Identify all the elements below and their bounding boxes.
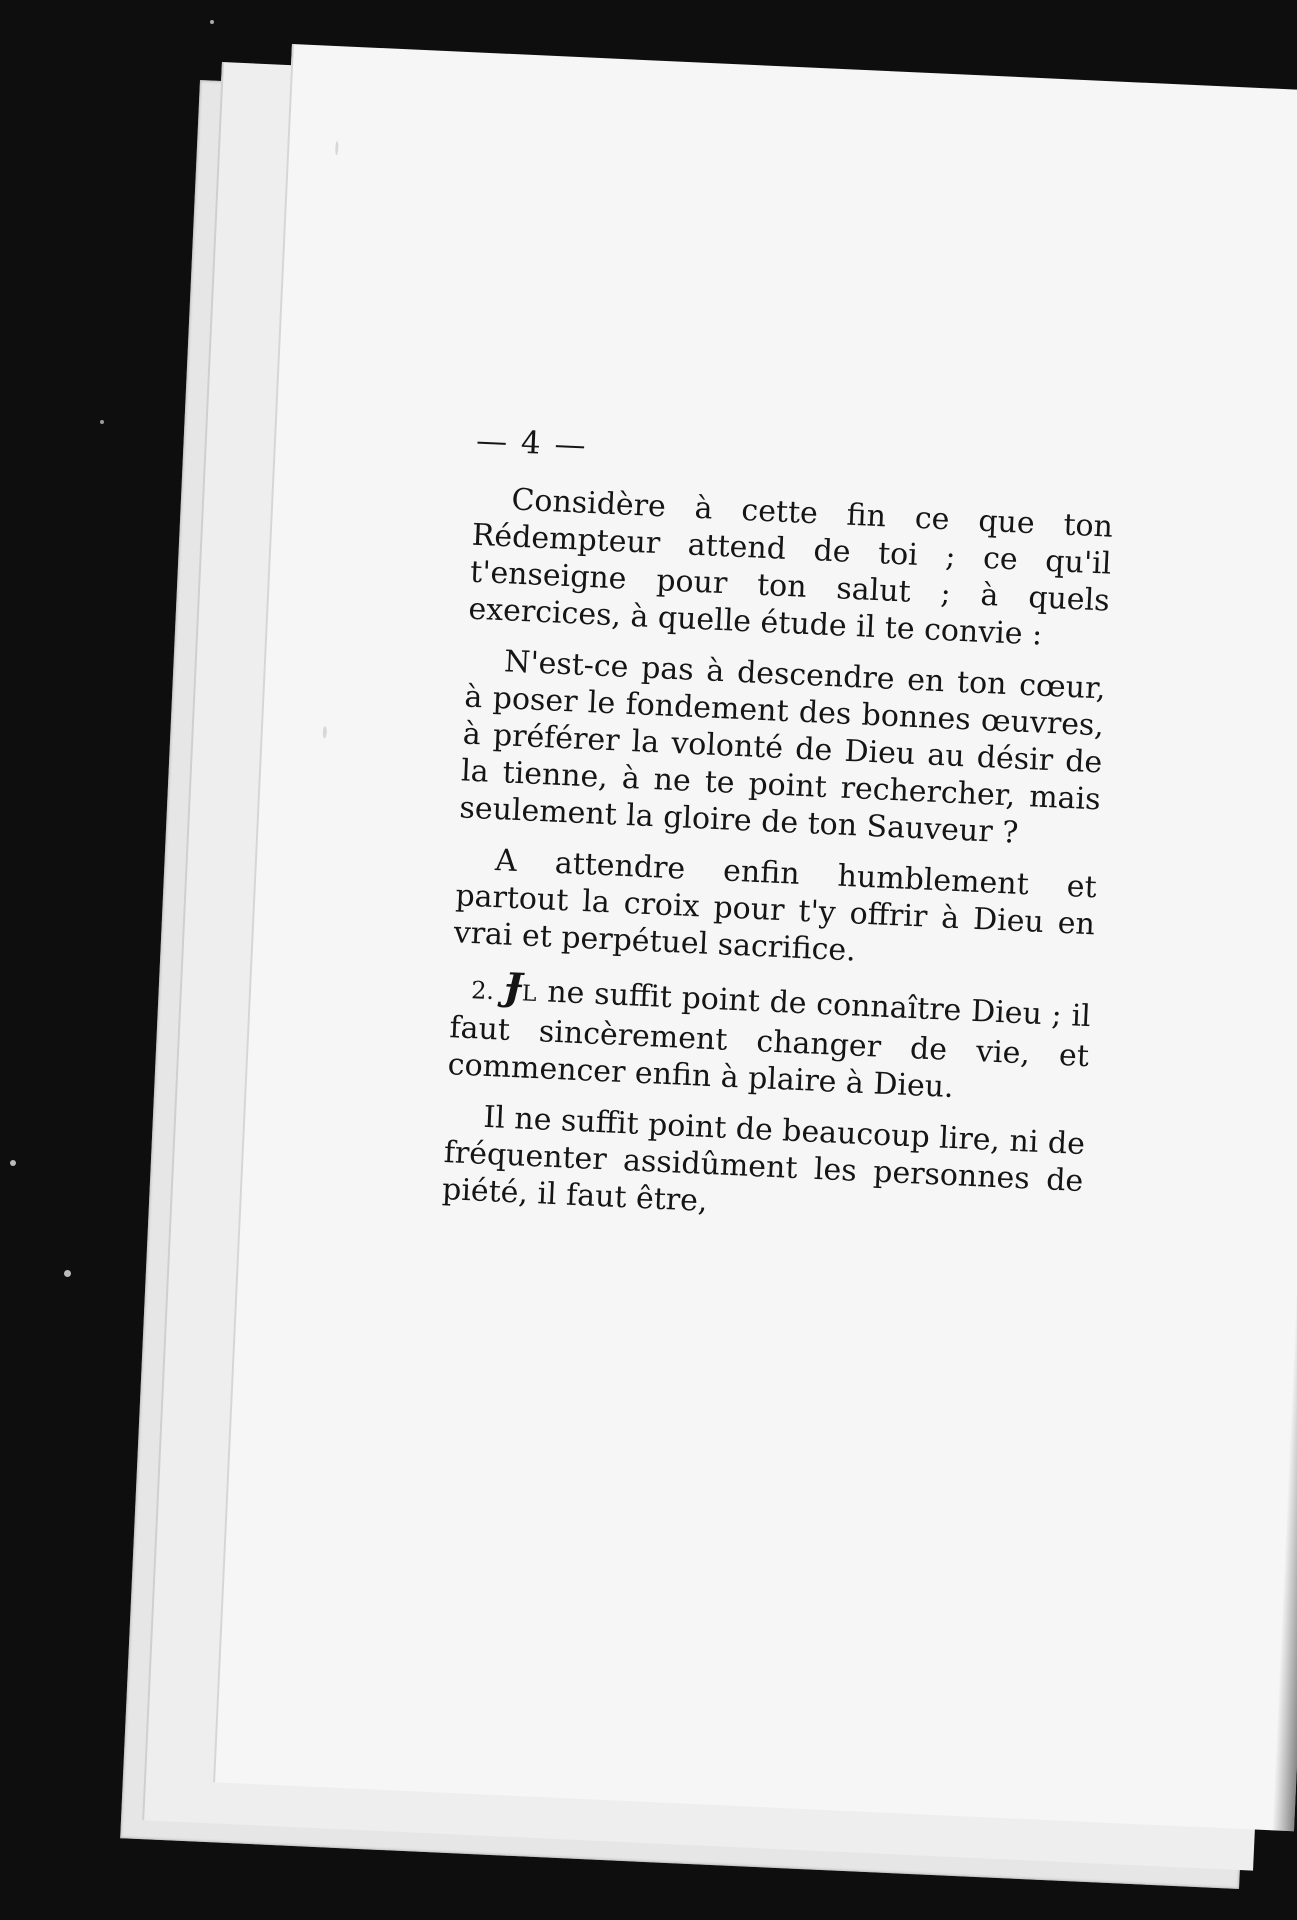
paragraph-2: N'est-ce pas à descendre en ton cœur, à poser le fondement des bonnes œuvres, à préférer la volonté de Dieu au désir de la tienne, à ne te point rechercher, mais seulement la gloire de ton Sauveur ?	[458, 644, 1107, 851]
paragraph-3: A attendre enfin humblement et partout la croix pour t'y offrir à Dieu en vrai et perpétuel sacrifice.	[453, 843, 1098, 969]
decorative-initial: Ɉ	[503, 963, 524, 1010]
spine-shadow	[1272, 92, 1297, 1831]
page-number: — 4 —	[475, 422, 589, 464]
paragraph-5: Il ne suffit point de beaucoup lire, ni de fréquenter assidûment les personnes de piété, il faut être,	[441, 1099, 1086, 1220]
paragraph-1: Considère à cette fin ce que ton Rédempteur attend de toi ; ce qu'il t'enseigne pour ton salut ; à quels exercices, à quelle étude il te convie :	[467, 482, 1114, 653]
paragraph-4-text: ne suffit point de connaître Dieu ; il faut sincèrement changer de vie, et commencer enfin à plaire à Dieu.	[447, 974, 1092, 1106]
paragraph-number: 2.	[470, 976, 495, 1006]
page-text	[441, 423, 1117, 1251]
film-speck	[100, 420, 104, 424]
paper-mark	[335, 141, 339, 155]
film-speck	[10, 1160, 16, 1166]
paper-mark	[323, 726, 328, 738]
paragraph-4	[447, 965, 1092, 1112]
film-speck	[64, 1270, 71, 1277]
initial-small-caps: L	[521, 981, 539, 1008]
page-sheet	[213, 44, 1297, 1831]
film-speck	[210, 20, 214, 24]
